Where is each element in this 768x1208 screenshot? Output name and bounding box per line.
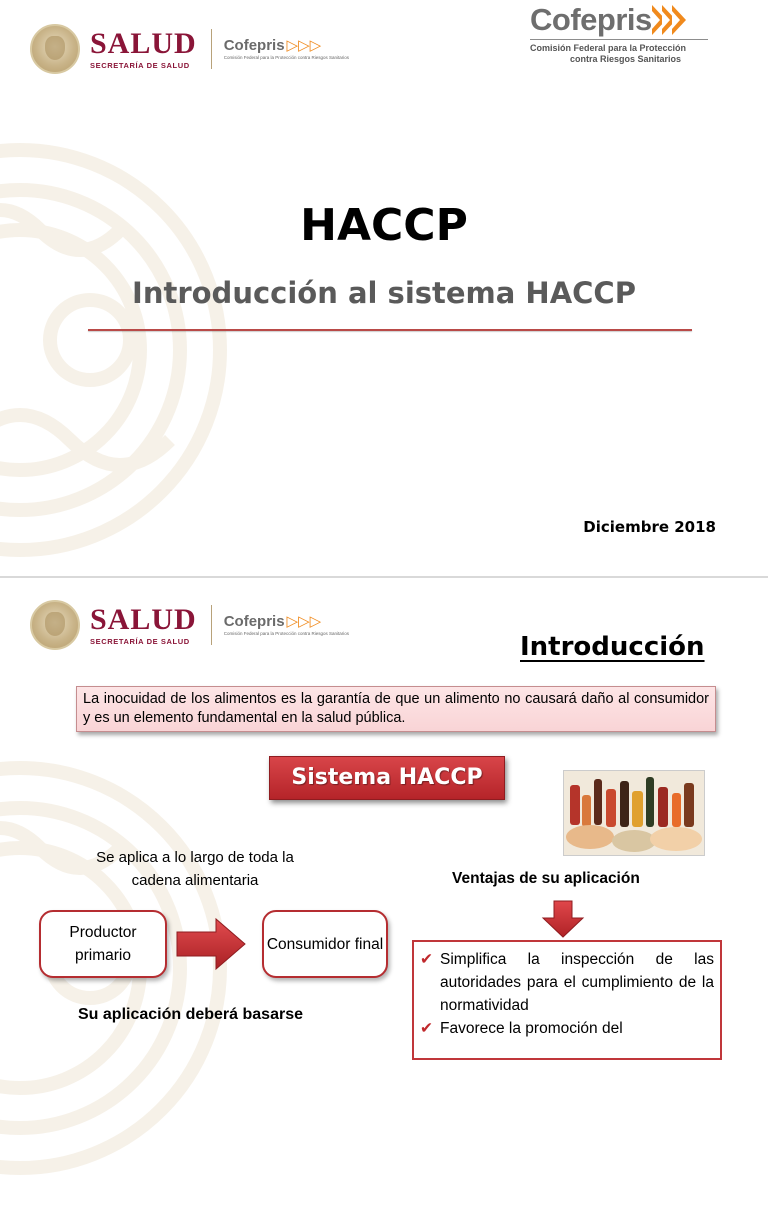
- right-arrow-icon: [176, 918, 246, 970]
- applies-text: Se aplica a lo largo de toda la cadena alimentaria: [96, 849, 294, 889]
- check-icon: ✔: [420, 1020, 433, 1037]
- sistema-haccp-banner: Sistema HACCP: [269, 756, 505, 800]
- slide-date: Diciembre 2018: [583, 518, 716, 536]
- cofepris-small-word: Cofepris: [223, 36, 285, 54]
- logo-divider: [211, 605, 212, 645]
- down-arrow-icon: [542, 900, 584, 938]
- national-emblem-icon: [30, 600, 80, 650]
- cofepris-small-word: Cofepris: [223, 612, 285, 630]
- title-divider: [88, 329, 692, 331]
- cofepris-line1: Comisión Federal para la Protección: [530, 43, 687, 53]
- salud-wordmark: SALUD: [90, 602, 197, 636]
- chevrons-icon: [656, 5, 686, 35]
- cofepris-line2: contra Riesgos Sanitarios: [570, 54, 682, 64]
- introduction-slide: [0, 578, 768, 1037]
- slide-title: HACCP: [300, 200, 468, 251]
- cofepris-small-logo: [224, 38, 349, 61]
- advantages-list: [412, 940, 722, 1060]
- salud-logo: [30, 24, 349, 74]
- salud-logo: [30, 600, 349, 650]
- slide-subtitle: Introducción al sistema HACCP: [132, 276, 636, 310]
- cofepris-small-logo: [224, 614, 349, 637]
- producer-node: Productor primario: [39, 910, 167, 978]
- cofepris-small-sub: Comisión Federal para la Protección contra Riesgos Sanitarios: [223, 54, 350, 60]
- cofepris-rule: [530, 39, 708, 40]
- cofepris-wordmark: Cofepris: [530, 2, 652, 37]
- salud-wordmark: SALUD: [90, 26, 197, 60]
- salud-subtitle: SECRETARÍA DE SALUD: [90, 636, 190, 646]
- consumer-node: Consumidor final: [262, 910, 388, 978]
- cofepris-small-sub: Comisión Federal para la Protección contra Riesgos Sanitarios: [223, 630, 350, 636]
- basis-text: Su aplicación deberá basarse: [78, 1006, 303, 1023]
- national-emblem-icon: [30, 24, 80, 74]
- title-slide: [0, 0, 768, 576]
- definition-box: La inocuidad de los alimentos es la garantía de que un alimento no causará daño al consumidor y es un elemento fundamental en la salud pública.: [76, 686, 716, 732]
- logo-divider: [211, 29, 212, 69]
- advantage-text: Favorece la promoción del: [440, 1020, 623, 1037]
- section-heading: Introducción: [520, 632, 705, 662]
- list-item: [420, 948, 714, 1017]
- advantage-text: Simplifica la inspección de las autoridades para el cumplimiento de la normatividad: [440, 951, 714, 1014]
- advantages-title: Ventajas de su aplicación: [452, 870, 640, 887]
- list-item: [420, 1017, 714, 1040]
- chevrons-icon: ▷▷▷: [286, 36, 322, 54]
- chevrons-icon: ▷▷▷: [286, 612, 322, 630]
- bottles-image: [564, 771, 704, 855]
- background-pattern: [0, 110, 300, 590]
- salud-subtitle: SECRETARÍA DE SALUD: [90, 60, 190, 70]
- check-icon: ✔: [420, 951, 433, 968]
- cofepris-logo: [530, 2, 740, 65]
- food-products-photo: [563, 770, 705, 856]
